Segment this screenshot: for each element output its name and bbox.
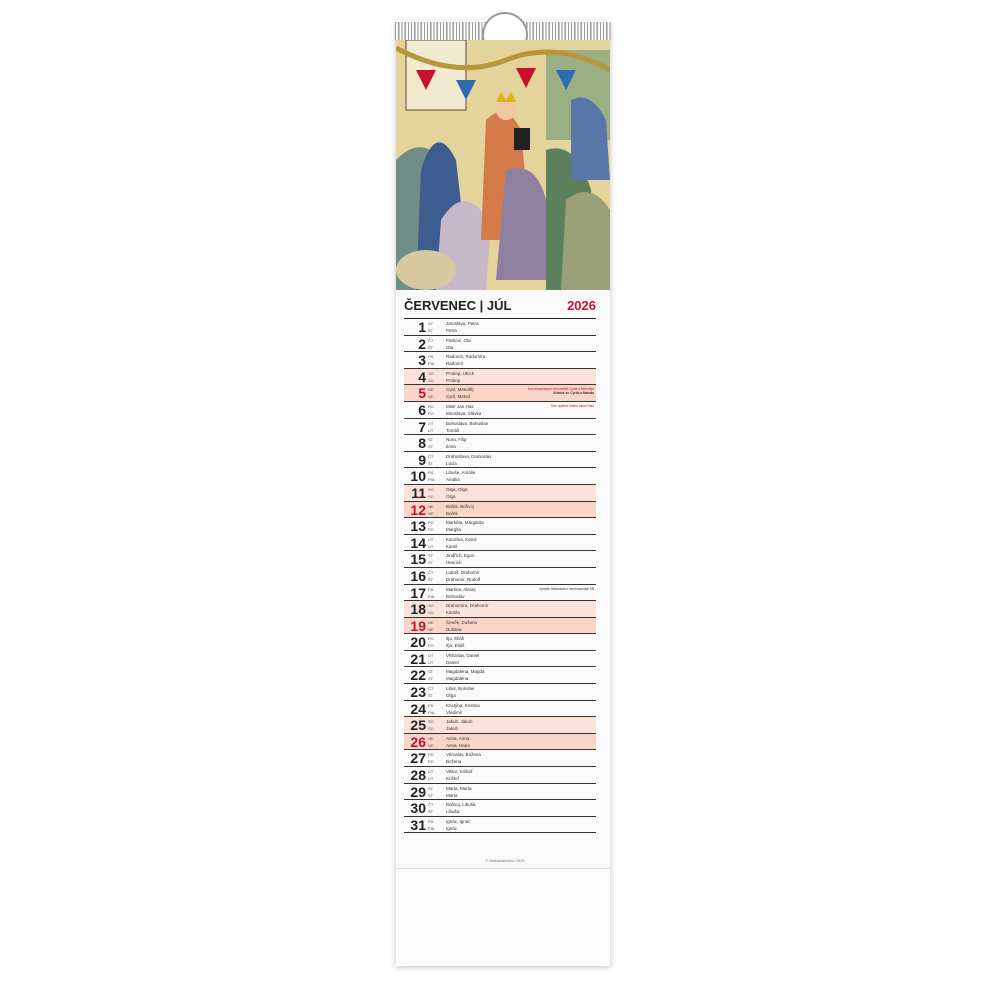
day-number: 26 xyxy=(410,733,426,750)
weekday-abbrev: UT xyxy=(428,427,434,433)
name-day: Drahomíra, Drahomír xyxy=(446,603,489,609)
weekday-abbrev: PIA xyxy=(428,361,435,367)
weekday-abbrev: ČT xyxy=(428,337,434,343)
name-days xyxy=(446,552,536,566)
weekday-abbrev: PO xyxy=(428,636,434,642)
day-of-week xyxy=(428,320,438,334)
name-day: Magdaléna xyxy=(446,676,469,682)
day-row xyxy=(404,502,596,519)
day-of-week xyxy=(428,503,438,517)
weekday-abbrev: ST xyxy=(428,444,434,450)
day-row xyxy=(404,535,596,552)
day-row xyxy=(404,767,596,784)
day-number: 7 xyxy=(418,418,426,435)
day-of-week xyxy=(428,353,438,367)
holiday-note-line: Sviatok sv. Cyrila a Metoda xyxy=(553,391,594,396)
name-day: Božena xyxy=(446,759,462,765)
name-day: Libor, Borislav xyxy=(446,686,475,692)
weekday-abbrev: SO xyxy=(428,603,434,609)
day-row xyxy=(404,419,596,436)
name-days xyxy=(446,602,536,616)
weekday-abbrev: SO xyxy=(428,493,434,499)
name-day: Mistr Jan Hus xyxy=(446,403,474,409)
name-day: Jindřich, Egon xyxy=(446,553,475,559)
name-day: Radomír xyxy=(446,361,464,367)
name-day: Radomír, Radomíra xyxy=(446,354,486,360)
name-days xyxy=(446,685,536,699)
day-of-week xyxy=(428,403,438,417)
name-day: Karolína, Kamil xyxy=(446,536,477,542)
weekday-abbrev: SO xyxy=(428,726,434,732)
name-day: Ilja, Eliáš xyxy=(446,636,465,642)
name-day: Olga xyxy=(446,493,456,499)
weekday-abbrev: ŠT xyxy=(428,809,434,815)
day-number: 29 xyxy=(410,783,426,800)
name-day: Magdaléna, Magda xyxy=(446,669,485,675)
name-day: Miroslava, Slávka xyxy=(446,410,482,416)
day-of-week xyxy=(428,635,438,649)
day-row xyxy=(404,385,596,402)
day-row xyxy=(404,684,596,701)
day-of-week xyxy=(428,386,438,400)
name-day: Viktor, Krištof xyxy=(446,769,473,775)
day-number: 30 xyxy=(410,800,426,817)
weekday-abbrev: ŠT xyxy=(428,344,434,350)
name-day: Drahomír, Rudolf xyxy=(446,576,481,582)
name-days xyxy=(446,569,536,583)
day-number: 8 xyxy=(418,435,426,452)
day-number: 28 xyxy=(410,767,426,784)
weekday-abbrev: PO xyxy=(428,520,434,526)
name-days xyxy=(446,635,536,649)
name-day: Vítězslav, Daniel xyxy=(446,652,480,658)
day-row xyxy=(404,717,596,734)
weekday-abbrev: PÁ xyxy=(428,470,434,476)
holiday-note xyxy=(502,404,594,408)
day-row xyxy=(404,551,596,568)
day-of-week xyxy=(428,718,438,732)
name-day: Tomáš xyxy=(446,427,460,433)
day-of-week xyxy=(428,370,438,384)
name-day: Ilona xyxy=(446,444,456,450)
name-day: Nora, Filip xyxy=(446,437,467,443)
day-of-week xyxy=(428,602,438,616)
day-row xyxy=(404,817,596,834)
day-of-week xyxy=(428,453,438,467)
weekday-abbrev: ST xyxy=(428,328,434,333)
weekday-abbrev: ČT xyxy=(428,802,434,808)
name-day: Oľga xyxy=(446,693,456,699)
name-day: Cyril, Metod xyxy=(446,394,471,400)
name-days xyxy=(446,337,536,351)
name-days xyxy=(446,469,536,483)
day-number: 13 xyxy=(410,518,426,535)
holiday-note xyxy=(502,587,594,591)
day-number: 17 xyxy=(410,584,426,601)
weekday-abbrev: PO xyxy=(428,752,434,758)
name-day: Kamila xyxy=(446,610,460,616)
day-number: 15 xyxy=(410,551,426,568)
day-number: 3 xyxy=(418,352,426,369)
holiday-note-line: Den upálení mistra Jana Husa xyxy=(551,403,594,408)
day-of-week xyxy=(428,668,438,682)
day-of-week xyxy=(428,735,438,749)
name-day: Markéta, Margarita xyxy=(446,520,484,526)
name-day: Anna, Anna xyxy=(446,735,470,741)
weekday-abbrev: NE xyxy=(428,503,434,509)
day-row xyxy=(404,452,596,469)
name-days xyxy=(446,519,536,533)
day-of-week xyxy=(428,536,438,550)
name-days xyxy=(446,536,536,550)
weekday-abbrev: PO xyxy=(428,643,434,649)
name-day: Marta xyxy=(446,792,458,798)
day-row xyxy=(404,352,596,369)
name-day: Vladimír xyxy=(446,709,463,715)
day-number: 21 xyxy=(410,650,426,667)
weekday-abbrev: PO xyxy=(428,410,434,416)
weekday-abbrev: PÁ xyxy=(428,818,434,824)
name-days xyxy=(446,420,536,434)
day-of-week xyxy=(428,586,438,600)
weekday-abbrev: PÁ xyxy=(428,354,434,360)
weekday-abbrev: ST xyxy=(428,785,434,791)
day-number: 16 xyxy=(410,567,426,584)
weekday-abbrev: ÚT xyxy=(428,769,434,775)
day-number: 12 xyxy=(410,501,426,518)
weekday-abbrev: ŠT xyxy=(428,576,434,582)
name-day: Daniel xyxy=(446,659,459,665)
day-row xyxy=(404,369,596,386)
holiday-note-line: Výročie Deklarácie o zvrchovanosti SR xyxy=(539,586,594,591)
name-days xyxy=(446,801,536,815)
day-number: 19 xyxy=(410,617,426,634)
weekday-abbrev: PO xyxy=(428,527,434,533)
name-day: Jakub xyxy=(446,726,459,732)
name-day: Margita xyxy=(446,527,462,533)
weekday-abbrev: SO xyxy=(428,719,434,725)
day-row xyxy=(404,800,596,817)
day-number: 4 xyxy=(418,368,426,385)
weekday-abbrev: NE xyxy=(428,394,434,400)
name-day: Ignác, Ignác xyxy=(446,818,471,824)
weekday-abbrev: PIA xyxy=(428,477,435,483)
weekday-abbrev: PIA xyxy=(428,709,435,715)
weekday-abbrev: ČT xyxy=(428,569,434,575)
month-header xyxy=(404,296,596,319)
name-days xyxy=(446,453,536,467)
weekday-abbrev: SO xyxy=(428,486,434,492)
name-days xyxy=(446,353,536,367)
holiday-note-line: Den slovanských věrozvěstů Cyrila a Metoděje xyxy=(527,387,594,392)
weekday-abbrev: ST xyxy=(428,553,434,559)
weekday-abbrev: ŠT xyxy=(428,460,434,466)
weekday-abbrev: ÚT xyxy=(428,652,434,658)
day-of-week xyxy=(428,785,438,799)
weekday-abbrev: PÁ xyxy=(428,586,434,592)
weekday-abbrev: ČT xyxy=(428,686,434,692)
name-days xyxy=(446,702,536,716)
day-row xyxy=(404,435,596,452)
day-number: 18 xyxy=(410,601,426,618)
weekday-abbrev: ST xyxy=(428,669,434,675)
weekday-abbrev: UT xyxy=(428,543,434,549)
weekday-abbrev: ŠT xyxy=(428,693,434,699)
name-days xyxy=(446,818,536,832)
day-row xyxy=(404,402,596,419)
day-row xyxy=(404,568,596,585)
day-number: 10 xyxy=(410,468,426,485)
weekday-abbrev: ST xyxy=(428,560,434,566)
weekday-abbrev: ST xyxy=(428,321,434,326)
weekday-abbrev: NE xyxy=(428,619,434,625)
day-number: 11 xyxy=(411,484,426,501)
day-row xyxy=(404,336,596,353)
day-row xyxy=(404,750,596,767)
holiday-note xyxy=(502,387,594,395)
day-number: 6 xyxy=(418,401,426,418)
name-days xyxy=(446,486,536,500)
weekday-abbrev: UT xyxy=(428,659,434,665)
name-day: Anna, Hana xyxy=(446,742,470,748)
day-of-week xyxy=(428,619,438,633)
day-number: 31 xyxy=(410,816,426,833)
name-day: Krištof xyxy=(446,776,459,782)
weekday-abbrev: PÁ xyxy=(428,702,434,708)
name-day: Libuše, Amálie xyxy=(446,470,476,476)
day-of-week xyxy=(428,436,438,450)
weekday-abbrev: PIA xyxy=(428,825,435,831)
calendar-illustration xyxy=(396,40,610,290)
weekday-abbrev: ÚT xyxy=(428,420,434,426)
name-day: Olga, Olga xyxy=(446,486,468,492)
name-day: Prokop xyxy=(446,377,461,383)
name-day: Bořivoj, Libuša xyxy=(446,802,476,808)
day-row xyxy=(404,601,596,618)
name-day: Jakub, Jakub xyxy=(446,719,473,725)
illustration-artwork xyxy=(396,40,610,290)
name-day: Petra xyxy=(446,328,457,333)
name-days xyxy=(446,503,536,517)
weekday-abbrev: NE xyxy=(428,626,434,632)
day-number: 25 xyxy=(410,717,426,734)
name-day: Čeněk, Dušana xyxy=(446,619,478,625)
name-day: Amália xyxy=(446,477,460,483)
day-of-week xyxy=(428,569,438,583)
weekday-abbrev: NE xyxy=(428,742,434,748)
weekday-abbrev: NE xyxy=(428,510,434,516)
name-days xyxy=(446,785,536,799)
day-number: 5 xyxy=(418,385,426,402)
day-of-week xyxy=(428,519,438,533)
weekday-abbrev: SO xyxy=(428,610,434,616)
day-row xyxy=(404,485,596,502)
name-day: Prokop, Ulrich xyxy=(446,370,475,376)
day-row xyxy=(404,667,596,684)
day-number: 22 xyxy=(410,667,426,684)
weekday-abbrev: ČT xyxy=(428,453,434,459)
copyright-text: © Nakladatelství 2025 xyxy=(485,858,525,863)
day-row xyxy=(404,518,596,535)
weekday-abbrev: SO xyxy=(428,370,434,376)
name-day: Henrich xyxy=(446,560,462,566)
day-of-week xyxy=(428,818,438,832)
day-of-week xyxy=(428,751,438,765)
day-of-week xyxy=(428,420,438,434)
name-day: Lucia xyxy=(446,460,457,466)
name-day: Martina, Alexej xyxy=(446,586,476,592)
weekday-abbrev: ST xyxy=(428,676,434,682)
day-of-week xyxy=(428,652,438,666)
weekday-abbrev: NE xyxy=(428,387,434,393)
name-day: Bořek xyxy=(446,510,458,516)
day-row xyxy=(404,634,596,651)
weekday-abbrev: UT xyxy=(428,776,434,782)
name-day: Kristýna, Kristina xyxy=(446,702,480,708)
name-day: Věroslav, Božena xyxy=(446,752,481,758)
day-row xyxy=(404,734,596,751)
weekday-abbrev: NE xyxy=(428,735,434,741)
name-day: Dušana xyxy=(446,626,462,632)
name-day: Bohuslava, Bohuslav xyxy=(446,420,489,426)
day-number: 2 xyxy=(418,335,426,352)
day-row xyxy=(404,585,596,602)
name-day: Jaroslava, Petra xyxy=(446,321,479,326)
name-days xyxy=(446,668,536,682)
name-day: Iľja, Eliáš xyxy=(446,643,465,649)
day-number: 20 xyxy=(410,634,426,651)
day-of-week xyxy=(428,801,438,815)
name-day: Bořek, Bořivoj xyxy=(446,503,475,509)
weekday-abbrev: ST xyxy=(428,792,434,798)
weekday-abbrev: SO xyxy=(428,377,434,383)
day-row xyxy=(404,701,596,718)
month-title: ČERVENEC | JÚL xyxy=(404,298,512,313)
name-day: Luboš, Drahomír xyxy=(446,569,480,575)
name-days xyxy=(446,768,536,782)
day-of-week xyxy=(428,469,438,483)
day-of-week xyxy=(428,768,438,782)
day-row xyxy=(404,651,596,668)
name-days xyxy=(446,652,536,666)
name-day: Ota xyxy=(446,344,454,350)
name-day: Libuša xyxy=(446,809,460,815)
day-number: 1 xyxy=(418,319,426,335)
day-row xyxy=(404,784,596,801)
day-number: 27 xyxy=(410,750,426,767)
name-day: Drahoslava, Drahoslav xyxy=(446,453,492,459)
weekday-abbrev: PO xyxy=(428,759,434,765)
name-days xyxy=(446,320,536,334)
day-row xyxy=(404,618,596,635)
name-day: Ignác xyxy=(446,825,458,831)
name-day: Bohuslav xyxy=(446,593,465,599)
name-day: Marta, Marta xyxy=(446,785,472,791)
day-of-week xyxy=(428,685,438,699)
day-number: 23 xyxy=(410,684,426,701)
name-days xyxy=(446,751,536,765)
name-days xyxy=(446,718,536,732)
name-day: Cyril, Metoděj xyxy=(446,387,474,393)
day-number: 14 xyxy=(410,534,426,551)
day-row xyxy=(404,468,596,485)
name-day: Kamil xyxy=(446,543,458,549)
name-days xyxy=(446,436,536,450)
day-of-week xyxy=(428,702,438,716)
weekday-abbrev: ST xyxy=(428,437,434,443)
name-day: Patricie, Ota xyxy=(446,337,471,343)
year-label: 2026 xyxy=(567,298,596,313)
weekday-abbrev: PO xyxy=(428,403,434,409)
days-list xyxy=(404,319,596,833)
day-of-week xyxy=(428,486,438,500)
name-days xyxy=(446,370,536,384)
day-number: 24 xyxy=(410,700,426,717)
day-of-week xyxy=(428,337,438,351)
name-days xyxy=(446,619,536,633)
weekday-abbrev: ÚT xyxy=(428,536,434,542)
day-of-week xyxy=(428,552,438,566)
name-days xyxy=(446,735,536,749)
weekday-abbrev: PIA xyxy=(428,593,435,599)
bottom-strip xyxy=(396,868,610,966)
day-number: 9 xyxy=(418,451,426,468)
day-row xyxy=(404,319,596,336)
